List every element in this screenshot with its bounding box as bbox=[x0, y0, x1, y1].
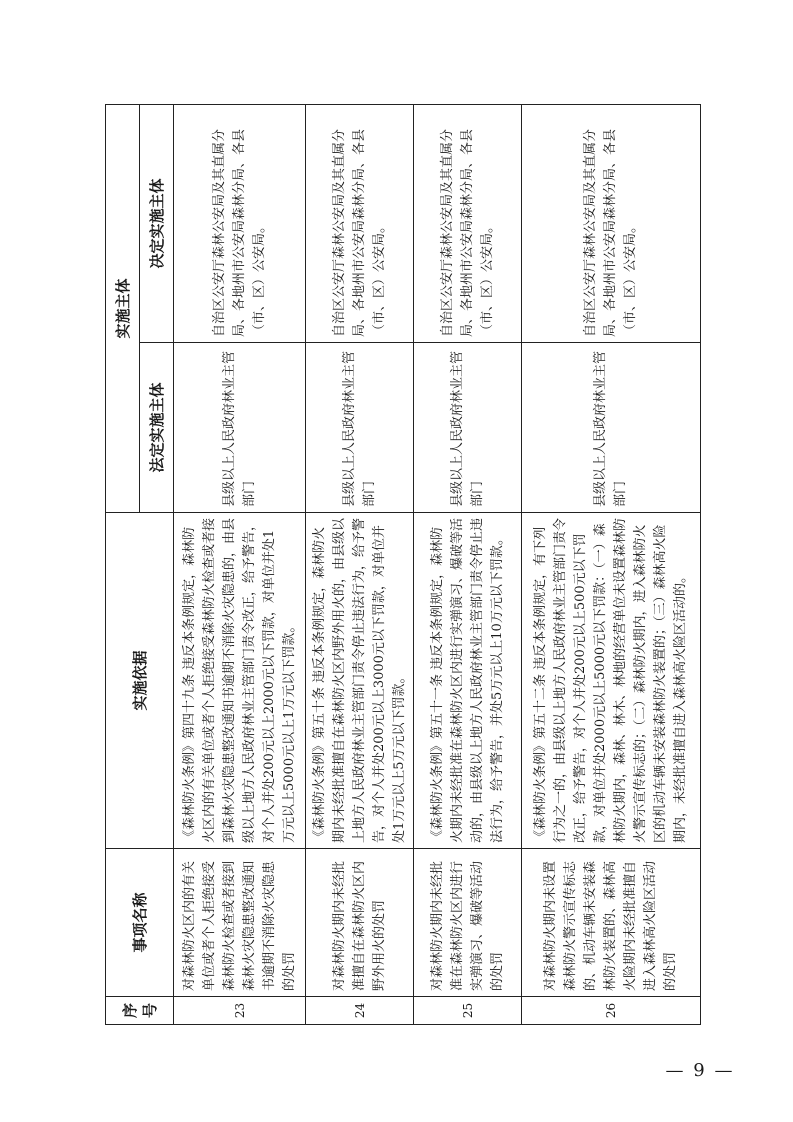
table-row bbox=[174, 104, 306, 1024]
row-item-name: 对森林防火期内未经批准擅自在森林防火区内野外用火的处罚 bbox=[306, 849, 414, 997]
rotated-table-wrapper bbox=[105, 105, 700, 1025]
row-decide-subject: 自治区公安厅森林公安局及其直属分局、各地州市公安局森林分局、各县（市、区）公安局。 bbox=[522, 104, 701, 342]
row-basis: 《森林防火条例》第五十一条 违反本条例规定，森林防火期内未经批准在森林防火区内进行实弹演习、爆破等活动的，由县级以上地方人民政府林业主管部门责令停止违法行为，给予警告，并处5万元以上10万元以下罚款。 bbox=[414, 513, 522, 849]
row-decide-subject: 自治区公安厅森林公安局及其直属分局、各地州市公安局森林分局、各县（市、区）公安局。 bbox=[174, 104, 306, 342]
row-seq: 25 bbox=[414, 997, 522, 1025]
row-seq: 26 bbox=[522, 997, 701, 1025]
header-legal-subject: 法定实施主体 bbox=[140, 343, 174, 513]
header-decide-subject: 决定实施主体 bbox=[140, 104, 174, 342]
row-item-name: 对森林防火区内的有关单位或者个人拒绝接受森林防火检查或者接到森林火灾隐患整改通知书逾期不消除火灾隐患的处罚 bbox=[174, 849, 306, 997]
row-decide-subject: 自治区公安厅森林公安局及其直属分局、各地州市公安局森林分局、各县（市、区）公安局。 bbox=[414, 104, 522, 342]
table-row bbox=[414, 104, 522, 1024]
header-subject: 实施主体 bbox=[106, 104, 140, 512]
table-row bbox=[306, 104, 414, 1024]
table-row bbox=[522, 104, 701, 1024]
row-seq: 24 bbox=[306, 997, 414, 1025]
row-legal-subject: 县级以上人民政府林业主管部门 bbox=[414, 343, 522, 513]
page-number: — 9 — bbox=[665, 1060, 735, 1081]
header-seq: 序号 bbox=[106, 997, 174, 1025]
row-legal-subject: 县级以上人民政府林业主管部门 bbox=[174, 343, 306, 513]
row-item-name: 对森林防火期内未经批准在森林防火区内进行实弹演习、爆破等活动的处罚 bbox=[414, 849, 522, 997]
row-basis: 《森林防火条例》第五十二条 违反本条例规定，有下列行为之一的，由县级以上地方人民政府林业主管部门责令改正，给予警告，对个人并处200元以上500元以下罚款，对单位并处2000元以上5000元以下罚款：（一）森林防火期内，森林、林木、林地的经营单位未设置森林防火警示宣传标志的；（二）森林防火期内，进入森林防火区的机动车辆未安装森林防火装置的；（三）森林高火险期内，未经批准擅自进入森林高火险区活动的。 bbox=[522, 513, 701, 849]
row-item-name: 对森林防火期内未设置森林防火警示宣传标志的、机动车辆未安装森林防火装置的、森林高火险期内未经批准擅自进入森林高火险区活动的处罚 bbox=[522, 849, 701, 997]
row-basis: 《森林防火条例》第四十九条 违反本条例规定，森林防火区内的有关单位或者个人拒绝接受森林防火检查或者接到森林火灾隐患整改通知书逾期不消除火灾隐患的，由县级以上地方人民政府林业主管部门责令改正，给予警告，对个人并处200元以上2000元以下罚款，对单位并处1万元以上5000元以上1万元以下罚款。 bbox=[174, 513, 306, 849]
row-basis: 《森林防火条例》第五十条 违反本条例规定，森林防火期内未经批准擅自在森林防火区内野外用火的，由县级以上地方人民政府林业主管部门责令停止违法行为，给予警告，对个人并处200元以上3000元以下罚款，对单位并处1万元以上5万元以下罚款。 bbox=[306, 513, 414, 849]
row-seq: 23 bbox=[174, 997, 306, 1025]
row-legal-subject: 县级以上人民政府林业主管部门 bbox=[522, 343, 701, 513]
row-legal-subject: 县级以上人民政府林业主管部门 bbox=[306, 343, 414, 513]
row-decide-subject: 自治区公安厅森林公安局及其直属分局、各地州市公安局森林分局、各县（市、区）公安局。 bbox=[306, 104, 414, 342]
enforcement-table bbox=[105, 104, 701, 1025]
header-basis: 实施依据 bbox=[106, 513, 174, 849]
header-name: 事项名称 bbox=[106, 849, 174, 997]
